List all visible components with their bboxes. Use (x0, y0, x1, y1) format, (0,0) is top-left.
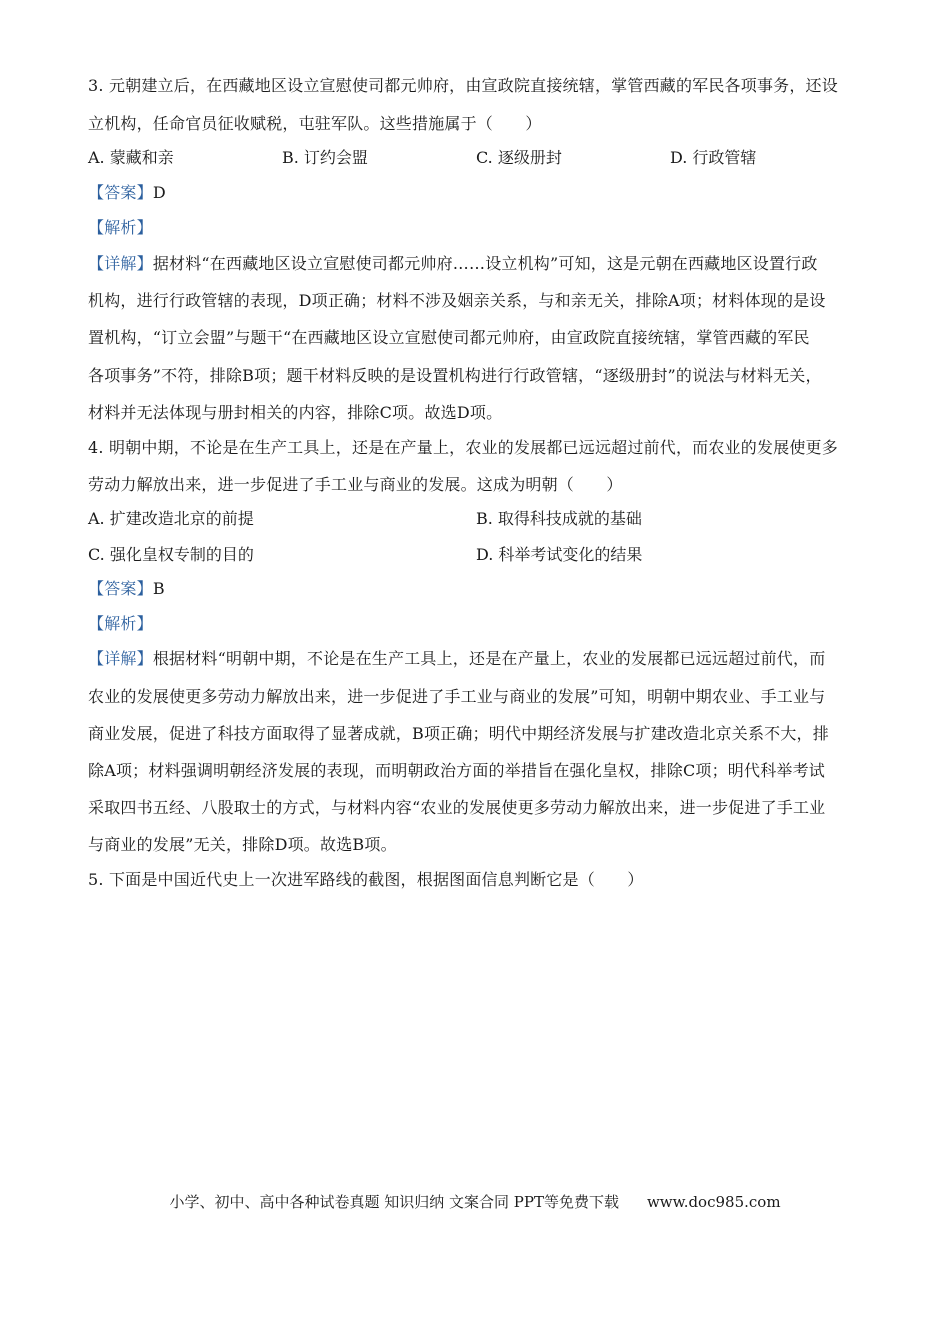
q3-option-b: B. 订约会盟 (282, 148, 368, 167)
q4-detail-tag: 【详解】 (88, 649, 153, 668)
q4-option-c: C. 强化皇权专制的目的 (88, 545, 254, 564)
q3-answer-tag: 【答案】 (88, 183, 153, 202)
q3-analysis-tag: 【解析】 (88, 218, 153, 237)
q4-detail-line-3: 商业发展，促进了科技方面取得了显著成就，B项正确；明代中期经济发展与扩建改造北京关系不大，排 (88, 724, 829, 743)
q3-detail-tag: 【详解】 (88, 254, 153, 273)
q4-stem-line-1: 4. 明朝中期，不论是在生产工具上，还是在产量上，农业的发展都已远远超过前代，而农业的发展使更多 (88, 438, 838, 457)
q4-detail-line-4: 除A项；材料强调明朝经济发展的表现，而明朝政治方面的举措旨在强化皇权，排除C项；明代科举考试 (88, 761, 825, 780)
q3-detail-line-3: 置机构，“订立会盟”与题干“在西藏地区设立宣慰使司都元帅府，由宣政院直接统辖，掌管西藏的军民 (88, 328, 810, 347)
q5-stem-line-1: 5. 下面是中国近代史上一次进军路线的截图，根据图面信息判断它是（ ） (88, 870, 644, 889)
q4-answer-value: B (152, 579, 165, 598)
q4-option-b: B. 取得科技成就的基础 (476, 509, 642, 528)
q4-answer-tag: 【答案】 (88, 579, 153, 598)
page-footer (0, 1192, 950, 1212)
q3-detail-line-4: 各项事务”不符，排除B项；题干材料反映的是设置机构进行行政管辖，“逐级册封”的说法与材料无关， (88, 366, 822, 385)
q3-option-d: D. 行政管辖 (670, 148, 757, 167)
q4-option-d: D. 科举考试变化的结果 (476, 545, 643, 564)
q4-detail-text-1: 根据材料“明朝中期，不论是在生产工具上，还是在产量上，农业的发展都已远远超过前代，而 (152, 649, 826, 668)
q4-analysis-tag: 【解析】 (88, 614, 153, 633)
q4-stem-line-2: 劳动力解放出来，进一步促进了手工业与商业的发展。这成为明朝（ ） (88, 475, 623, 494)
q3-option-a: A. 蒙藏和亲 (88, 148, 174, 167)
q4-option-a: A. 扩建改造北京的前提 (88, 509, 254, 528)
q3-answer (88, 183, 166, 203)
q3-option-c: C. 逐级册封 (476, 148, 562, 167)
q3-detail-line-5: 材料并无法体现与册封相关的内容，排除C项。故选D项。 (88, 403, 503, 422)
q3-stem-line-2: 立机构，任命官员征收赋税，屯驻军队。这些措施属于（ ） (88, 114, 542, 133)
q4-detail-line-2: 农业的发展使更多劳动力解放出来，进一步促进了手工业与商业的发展”可知，明朝中期农业、手工业与 (88, 687, 826, 706)
q3-answer-value: D (152, 183, 166, 202)
q4-answer (88, 579, 165, 599)
q3-detail-line-1 (88, 254, 818, 274)
footer-text: 小学、初中、高中各种试卷真题 知识归纳 文案合同 PPT等免费下载 (169, 1193, 619, 1211)
footer-site-link[interactable]: www.doc985.com (646, 1193, 781, 1211)
q4-detail-line-1 (88, 649, 825, 669)
q3-stem-line-1: 3. 元朝建立后，在西藏地区设立宣慰使司都元帅府，由宣政院直接统辖，掌管西藏的军民各项事务，还设 (88, 76, 838, 95)
q4-detail-line-6: 与商业的发展”无关，排除D项。故选B项。 (88, 835, 397, 854)
q3-detail-text-1: 据材料“在西藏地区设立宣慰使司都元帅府……设立机构”可知，这是元朝在西藏地区设置行政 (152, 254, 818, 273)
q4-detail-line-5: 采取四书五经、八股取士的方式，与材料内容“农业的发展使更多劳动力解放出来，进一步促进了手工业 (88, 798, 826, 817)
q3-detail-line-2: 机构，进行行政管辖的表现，D项正确；材料不涉及姻亲关系，与和亲无关，排除A项；材料体现的是设 (88, 291, 826, 310)
